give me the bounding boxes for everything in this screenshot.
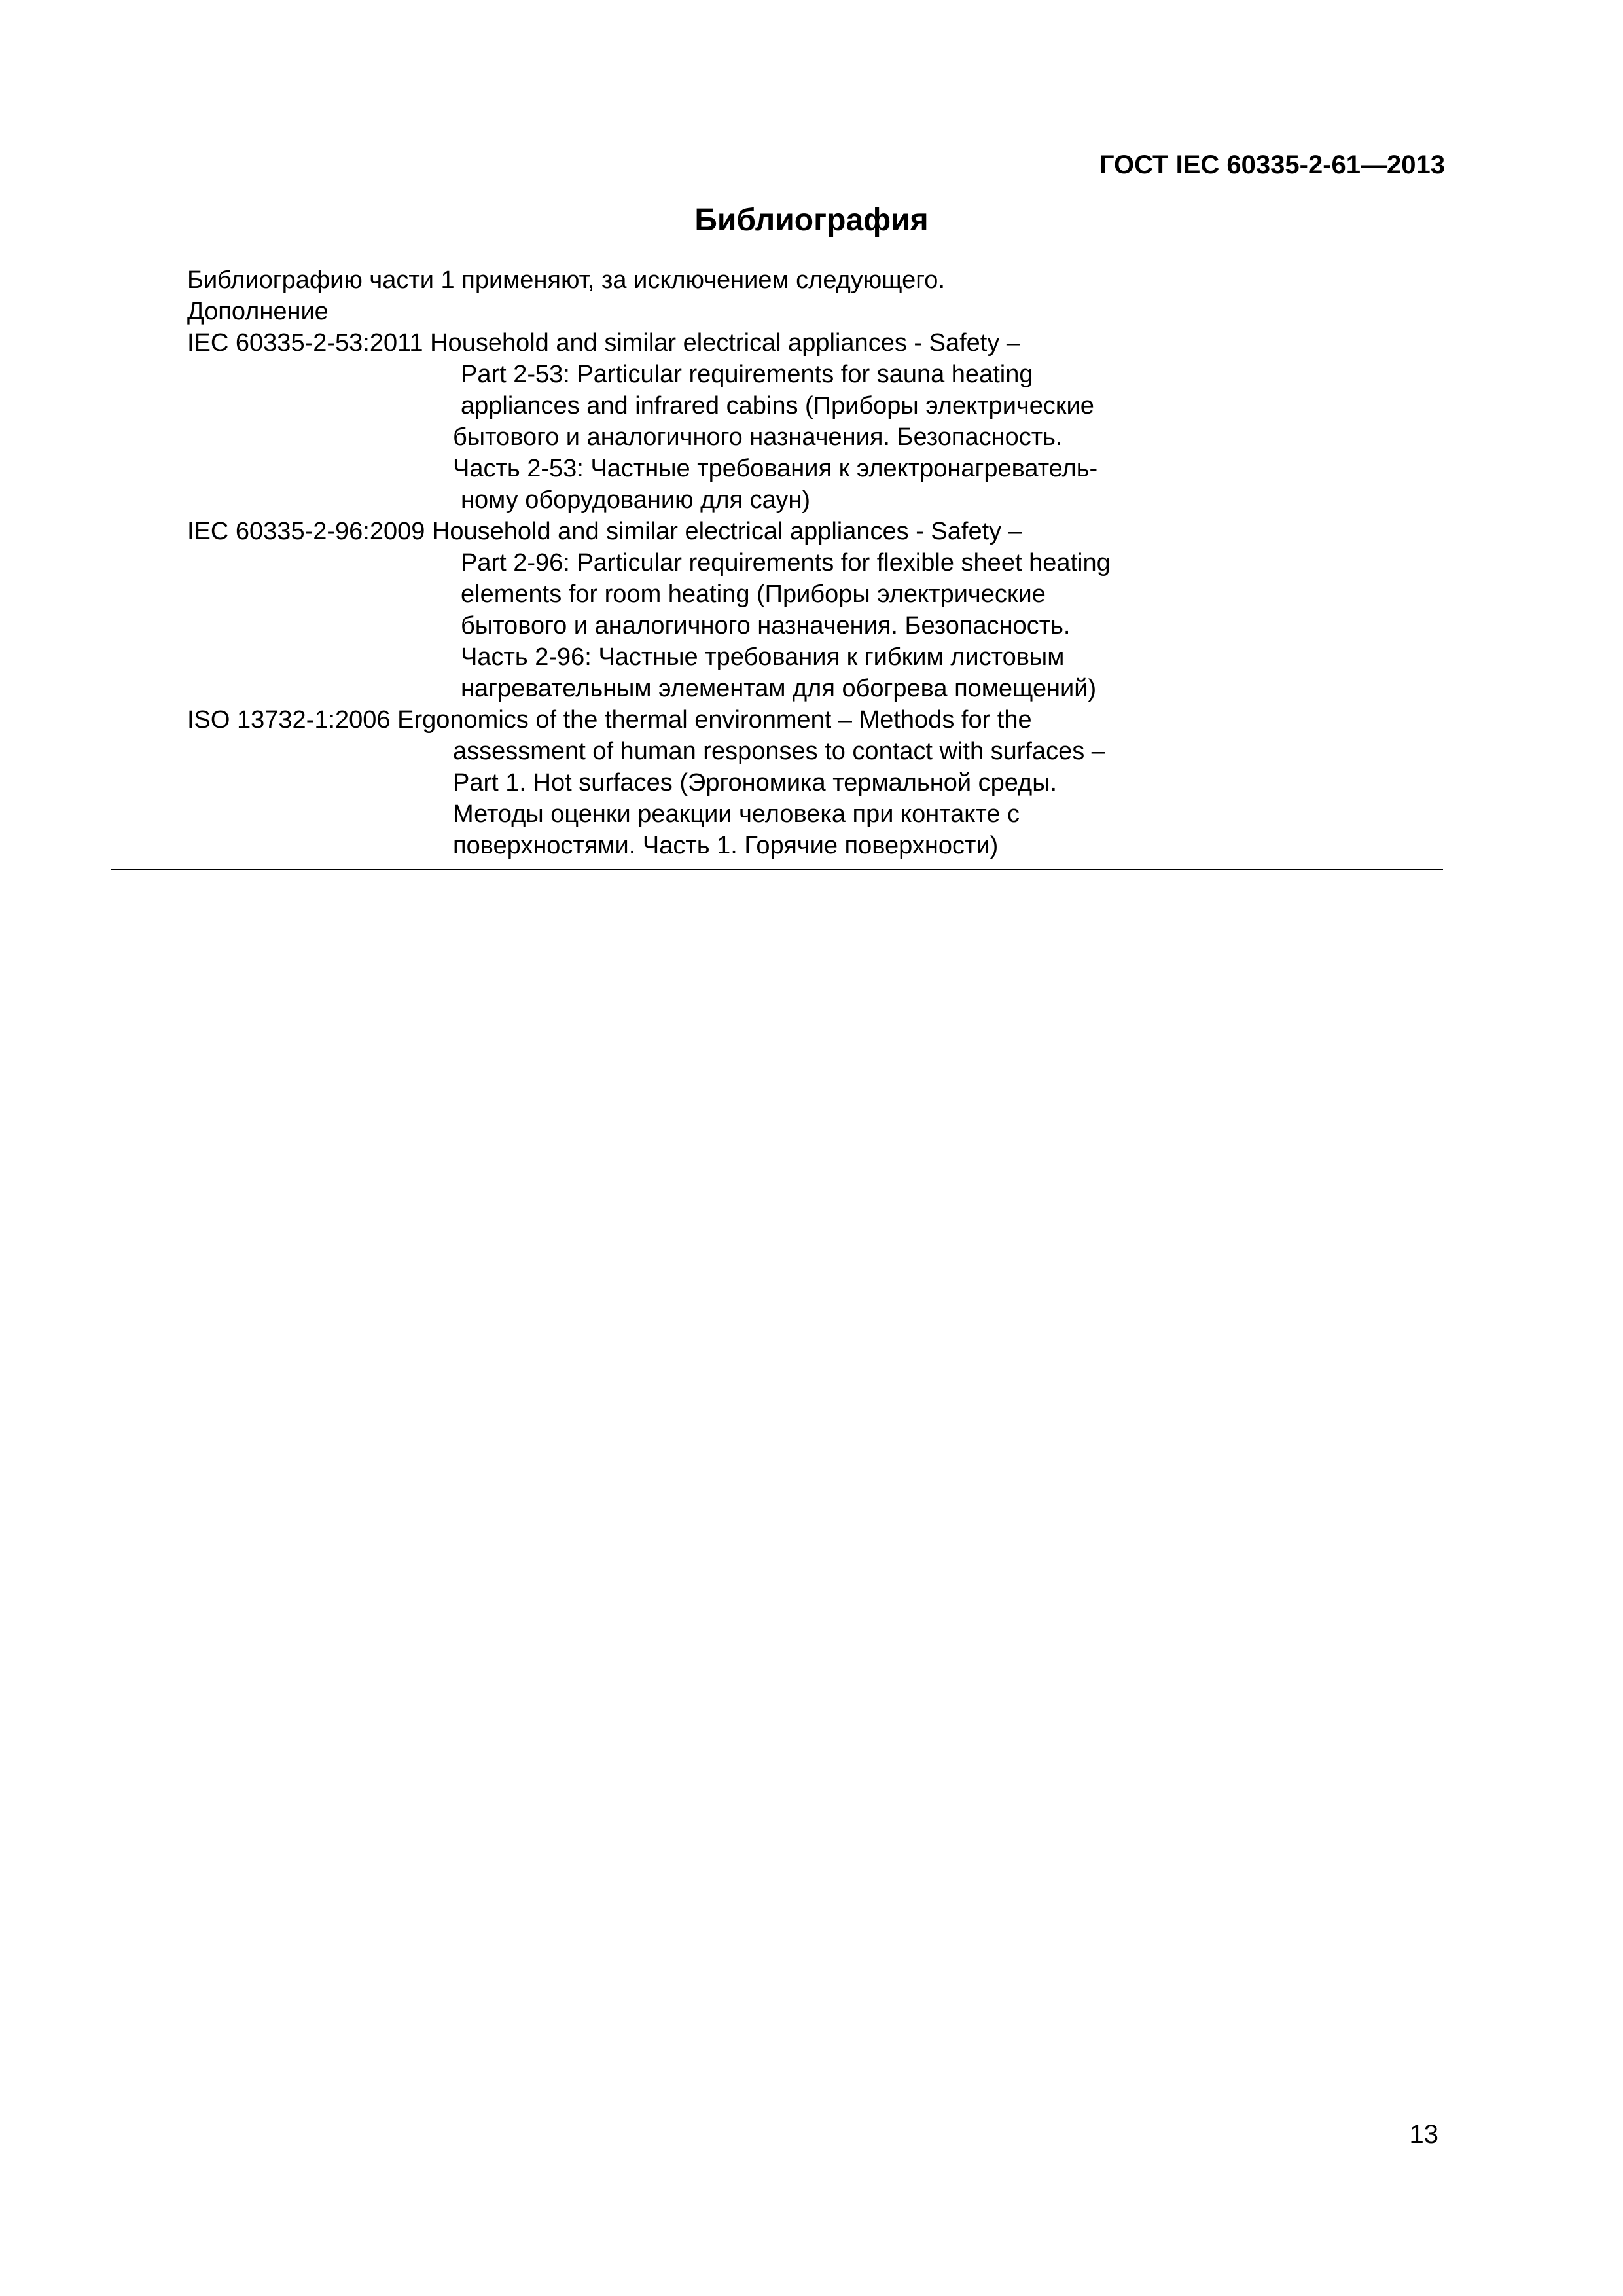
intro-line: Библиографию части 1 применяют, за исключением следующего. xyxy=(187,266,945,294)
document-header-code: ГОСТ IEC 60335-2-61—2013 xyxy=(1099,151,1445,179)
entry-continuation-line: assessment of human responses to contact with surfaces – xyxy=(453,738,1105,765)
entry-continuation-line: нагревательным элементам для обогрева помещений) xyxy=(461,675,1097,702)
entry-reference-line: IEC 60335-2-53:2011 Household and similar electrical appliances - Safety – xyxy=(187,329,1021,357)
page-number: 13 xyxy=(1409,2120,1438,2149)
bibliography-body xyxy=(187,264,1470,861)
bibliography-entry xyxy=(187,516,1470,704)
page-title: Библиография xyxy=(694,203,929,238)
entry-continuation-line: поверхностями. Часть 1. Горячие поверхности) xyxy=(453,832,999,859)
entry-continuation-line: ному оборудованию для саун) xyxy=(461,486,811,514)
entry-continuation-line: Part 2-96: Particular requirements for flexible sheet heating xyxy=(461,549,1111,577)
entry-continuation-line: Part 2-53: Particular requirements for sauna heating xyxy=(461,361,1033,388)
entry-continuation-line: Часть 2-96: Частные требования к гибким листовым xyxy=(461,643,1065,671)
entry-continuation-line: бытового и аналогичного назначения. Безопасность. xyxy=(461,612,1071,639)
bibliography-entry xyxy=(187,327,1470,516)
supplement-label: Дополнение xyxy=(187,298,329,325)
entry-reference-line: IEC 60335-2-96:2009 Household and similar electrical appliances - Safety – xyxy=(187,518,1022,545)
entry-continuation-line: appliances and infrared cabins (Приборы электрические xyxy=(461,392,1094,420)
entry-continuation-line: Part 1. Hot surfaces (Эргономика термальной среды. xyxy=(453,769,1058,797)
horizontal-rule xyxy=(111,869,1443,870)
entry-continuation-line: elements for room heating (Приборы электрические xyxy=(461,581,1046,608)
entry-continuation-line: Часть 2-53: Частные требования к электронагреватель- xyxy=(453,455,1098,482)
entry-continuation-line: бытового и аналогичного назначения. Безопасность. xyxy=(453,423,1063,451)
bibliography-entry xyxy=(187,704,1470,861)
entry-continuation-line: Методы оценки реакции человека при контакте с xyxy=(453,800,1020,828)
entry-reference-line: ISO 13732-1:2006 Ergonomics of the thermal environment – Methods for the xyxy=(187,706,1032,734)
